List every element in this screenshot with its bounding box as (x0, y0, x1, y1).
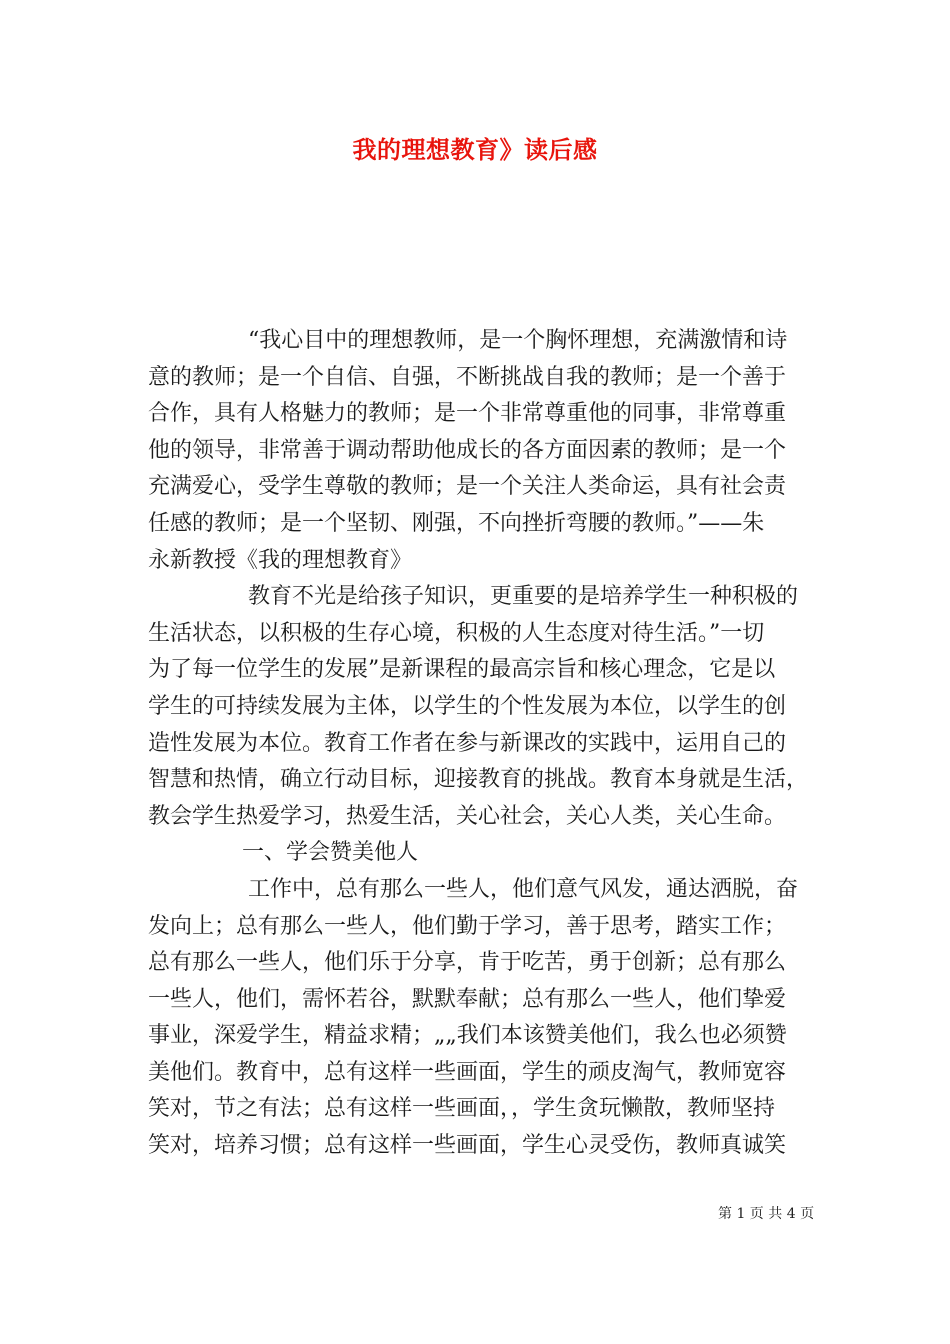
text-line: 智慧和热情，确立行动目标，迎接教育的挑战。教育本身就是生活， (148, 767, 809, 793)
section-heading: 一、学会赞美他人 (242, 840, 419, 866)
text-line: 造性发展为本位。教育工作者在参与新课改的实践中，运用自己的 (148, 730, 787, 756)
document-title: 我的理想教育》读后感 (352, 136, 598, 164)
text-line: 充满爱心，受学生尊敬的教师；是一个关注人类命运，具有社会责 (148, 474, 787, 500)
document-body (148, 323, 828, 1165)
text-line: 合作，具有人格魅力的教师；是一个非常尊重他的同事，非常尊重 (148, 401, 787, 427)
text-line: 他的领导，非常善于调动帮助他成长的各方面因素的教师；是一个 (148, 437, 787, 463)
text-line: 学生的可持续发展为主体，以学生的个性发展为本位，以学生的创 (148, 693, 787, 719)
page-number-footer: 第 1 页 共 4 页 (718, 1206, 815, 1222)
text-line: 任感的教师；是一个坚韧、刚强，不向挫折弯腰的教师。”——朱 (148, 510, 765, 536)
text-line: 意的教师；是一个自信、自强，不断挑战自我的教师；是一个善于 (148, 364, 787, 390)
text-line: 美他们。教育中，总有这样一些画面，学生的顽皮淘气，教师宽容 (148, 1059, 787, 1085)
text-line: 发向上；总有那么一些人，他们勤于学习，善于思考，踏实工作； (148, 913, 787, 939)
text-line: 教会学生热爱学习，热爱生活，关心社会，关心人类，关心生命。 (148, 803, 787, 829)
text-line: “我心目中的理想教师，是一个胸怀理想，充满激情和诗 (248, 328, 788, 353)
text-line: 总有那么一些人，他们乐于分享，肯于吃苦，勇于创新；总有那么 (148, 950, 787, 976)
text-line: 一些人，他们，需怀若谷，默默奉献；总有那么一些人，他们挚爱 (148, 986, 787, 1012)
text-line: 笑对，培养习惯；总有这样一些画面，学生心灵受伤，教师真诚笑 (148, 1133, 787, 1159)
text-line: 笑对，节之有法；总有这样一些画面，，学生贪玩懒散，教师坚持 (148, 1096, 776, 1122)
text-line: 工作中，总有那么一些人，他们意气风发，通达洒脱，奋 (248, 876, 799, 902)
text-line: 为了每一位学生的发展”是新课程的最高宗旨和核心理念，它是以 (148, 657, 776, 683)
text-line: 永新教授《我的理想教育》 (148, 547, 413, 573)
text-line: 教育不光是给孩子知识，更重要的是培养学生一种积极的 (248, 584, 799, 610)
text-line: 事业，深爱学生，精益求精；„„我们本该赞美他们，我么也必须赞 (148, 1023, 787, 1049)
text-line: 生活状态，以积极的生存心境，积极的人生态度对待生活。”一切 (148, 620, 765, 646)
